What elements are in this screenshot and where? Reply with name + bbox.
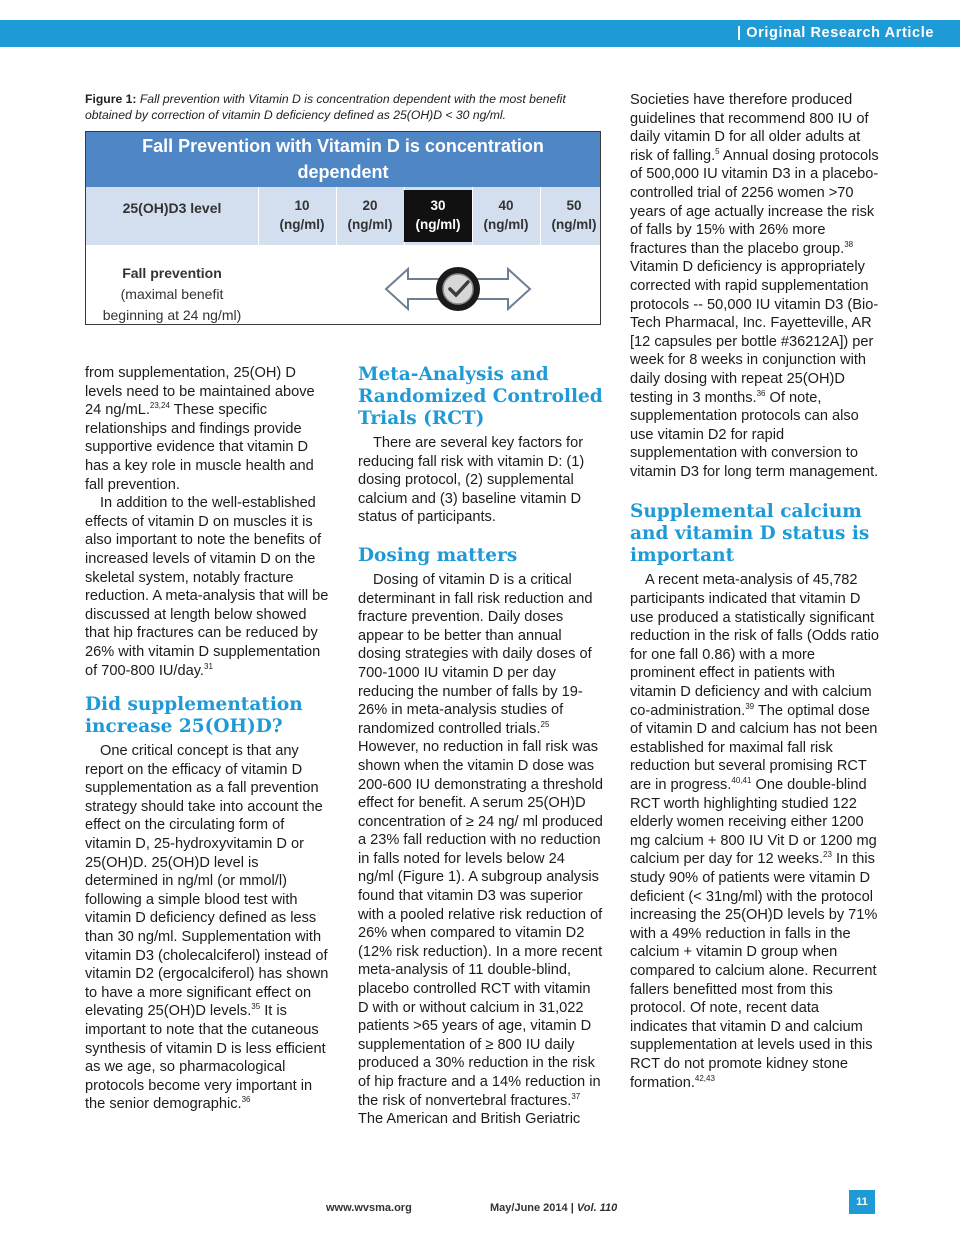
column-1 <box>85 364 331 1114</box>
col3-paragraph-2: A recent meta-analysis of 45,782 participants indicated that vitamin D use produced a statistically significant reduction in the risk of falls (Odds ratio for one fall 0.86) with a more prominent effect in patients with vitamin D deficiency and with calcium co-administration.$^{39}$ The optimal dose of vitamin D and calcium has not been established for maximal fall risk reduction but several promising RCT are in progress.$^{40,41}$ One double-blind RCT worth highlighting studied 122 elderly women receiving either 1200 mg calcium + 800 IU Vit D or 1200 mg calcium per day for 12 weeks.$^{23}$ In this study 90% of patients were vitamin D deficient (< 31ng/ml) with the protocol increasing the 25(OH)D levels by 71% with a 49% reduction in falls in the calcium + vitamin D group when compared to calcium alone. Recurrent fallers benefitted most from this protocol. Of note, recent data indicates that vitamin D and calcium supplementation at levels used in this RCT do not promote kidney stone formation.$^{42,43}$ <box>630 572 880 1091</box>
level-40: 40 (ng/ml) <box>483 198 529 232</box>
heading-did-supplementation: Did supplementation increase 25(OH)D? <box>85 694 303 738</box>
level-30-highlighted: 30 (ng/ml) <box>404 190 472 242</box>
fall-prevention-label: Fall prevention (maximal benefit beginning at 24 ng/ml) <box>102 265 242 323</box>
figure-caption <box>85 91 610 123</box>
figure-title-line1: Fall Prevention with Vitamin D is concentration <box>142 136 544 156</box>
level-20: 20 (ng/ml) <box>347 198 393 232</box>
figure-title-line2: dependent <box>297 162 389 182</box>
article-type-label: | Original Research Article <box>736 25 934 41</box>
figure-1-table <box>85 131 601 325</box>
level-50: 50 (ng/ml) <box>551 198 597 232</box>
row-header-level: 25(OH)D3 level <box>122 200 222 216</box>
header-bar <box>0 20 960 47</box>
heading-dosing-matters: Dosing matters <box>358 544 518 566</box>
col1-paragraph-2: In addition to the well-established effects of vitamin D on muscles it is also important to note the benefits of increased levels of vitamin D on the skeletal system, notably fracture reduction. A meta-analysis that will be discussed at length below showed that hip fractures can be reduced by 26% with vitamin D supplementation of 700-800 IU/day.$^{31}$ <box>85 495 329 679</box>
col1-paragraph-3: One critical concept is that any report on the efficacy of vitamin D supplementation as a fall prevention strategy should take into account the effect on the circulating form of vitamin D, 25-hydroxyvitamin D or 25(OH)D. 25(OH)D level is determined in ng/ml (or mmol/l) following a simple blood test with vitamin D deficiency defined as less than 30 ng/ml. Supplementation with vitamin D3 (cholecalciferol) instead of vitamin D2 (ergocalciferol) has shown to have a more significant effect on elevating 25(OH)D levels.$^{35}$ It is important to note that the cutaneous synthesis of vitamin D is less efficient as we age, so pharmacological protocols become very important in the senior demographic.$^{36}$ <box>85 743 329 1113</box>
col2-paragraph-2: Dosing of vitamin D is a critical determinant in fall risk reduction and fracture prevention. Daily doses appear to be better than annual dosing strategies with daily doses of 700-1000 IU vitamin D per day reducing the number of falls by 19-26% in meta-analysis studies of randomized controlled trials.$^{25}$ However, no reduction in fall risk was shown when the vitamin D dose was 200-600 IU demonstrating a threshold effect for benefit. A serum 25(OH)D concentration of ≥ 24 ng/ ml produced a 23% fall reduction with no reduction in falls noted for levels below 24 ng/ml (Figure 1). A subgroup analysis found that vitamin D3 was superior with a pooled relative risk reduction of 26% when compared to vitamin D2 (12% risk reduction). In a more recent meta-analysis of 11 double-blind, placebo controlled RCT with vitamin D with or without calcium in 31,022 patients >65 years of age, vitamin D supplementation of ≥ 800 IU daily produced a 30% reduction in the risk of hip fracture and a 14% reduction in the risk of nonvertebral fractures.$^{37}$ The American and British Geriatric <box>358 571 604 1128</box>
double-arrow-check-icon <box>384 263 532 315</box>
footer-issue: May/June 2014 | Vol. 110 <box>490 1202 618 1214</box>
caption-text: Fall prevention with Vitamin D is concentration dependent with the most benefit obtained by correction of vitamin D deficiency defined as 25(OH)D < 30 ng/ml. <box>85 92 566 122</box>
heading-meta-analysis: Meta-Analysis and Randomized Controlled Trials (RCT) <box>358 364 603 429</box>
heading-supplemental-calcium: Supplemental calcium and vitamin D status is important <box>630 501 870 567</box>
figure-title <box>86 132 600 187</box>
caption-label: Figure 1: <box>85 92 137 106</box>
level-10: 10 (ng/ml) <box>279 198 325 232</box>
col3-paragraph-1: Societies have therefore produced guidelines that recommend 800 IU of daily vitamin D for all older adults at risk of falling.$^5$ Annual dosing protocols of 500,000 IU vitamin D3 in a placebo-controlled trial of 2256 women >70 years of age actually increase the risk of falls by 15% with 26% more fractures than the placebo group.$^{38}$ Vitamin D deficiency is appropriately corrected with rapid supplementation protocols -- 50,000 IU vitamin D3 (Bio-Tech Pharmacal, Inc. Fayetteville, AR [12 capsules per bottle #36212A]) per week for 8 weeks in conjunction with daily dosing with repeat 25(OH)D testing in 3 months.$^{36}$ Of note, supplementation protocols can also use vitamin D2 for rapid supplementation with conversion to vitamin D3 for long term management. <box>630 92 879 480</box>
column-3 <box>630 91 880 1092</box>
page-number: 11 <box>849 1190 875 1214</box>
footer-website: www.wvsma.org <box>326 1202 412 1214</box>
col1-paragraph-1: from supplementation, 25(OH) D levels need to be maintained above 24 ng/mL.$^{23,24}$ These specific relationships and findings provide supportive evidence that vitamin D has a key role in muscle health and fall prevention. <box>85 365 315 493</box>
col2-paragraph-1: There are several key factors for reducing fall risk with vitamin D: (1) dosing protocol, (2) supplemental calcium and (3) baseline vitamin D status of participants. <box>358 435 585 526</box>
column-2 <box>358 364 604 1129</box>
